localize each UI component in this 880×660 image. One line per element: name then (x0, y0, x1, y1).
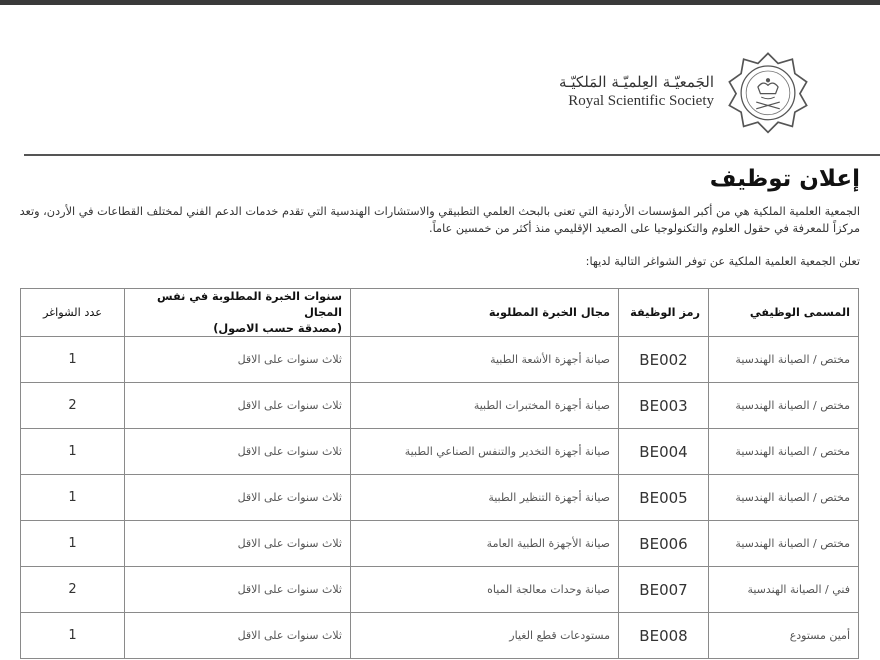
cell-experience-field: صيانة أجهزة التنظير الطبية (351, 475, 619, 521)
cell-experience-years: ثلاث سنوات على الاقل (125, 521, 351, 567)
cell-experience-years: ثلاث سنوات على الاقل (125, 475, 351, 521)
cell-experience-years: ثلاث سنوات على الاقل (125, 383, 351, 429)
cell-experience-years: ثلاث سنوات على الاقل (125, 337, 351, 383)
cell-job-title: فني / الصيانة الهندسية (709, 567, 859, 613)
vacancies-lead: تعلن الجمعية العلمية الملكية عن توفر الشواغر التالية لديها: (585, 255, 860, 268)
cell-job-title: مختص / الصيانة الهندسية (709, 521, 859, 567)
cell-vacancy-count: 2 (21, 567, 125, 613)
table-row (21, 337, 859, 383)
cell-experience-field: صيانة الأجهزة الطبية العامة (351, 521, 619, 567)
cell-experience-field: مستودعات قطع الغيار (351, 613, 619, 659)
org-name-english: Royal Scientific Society (568, 93, 714, 109)
table-header-row (21, 289, 859, 337)
table-row (21, 429, 859, 475)
table-row (21, 613, 859, 659)
cell-experience-years: ثلاث سنوات على الاقل (125, 429, 351, 475)
cell-experience-field: صيانة أجهزة الأشعة الطبية (351, 337, 619, 383)
cell-experience-field: صيانة أجهزة المختبرات الطبية (351, 383, 619, 429)
header-experience-years (125, 289, 351, 337)
page-title: إعلان توظيف (709, 166, 860, 192)
cell-experience-field: صيانة وحدات معالجة المياه (351, 567, 619, 613)
cell-job-code: BE002 (619, 337, 709, 383)
page-header (559, 50, 810, 134)
cell-job-code: BE006 (619, 521, 709, 567)
table-row (21, 521, 859, 567)
header-experience-field: مجال الخبرة المطلوبة (351, 289, 619, 337)
table-row (21, 383, 859, 429)
cell-job-title: مختص / الصيانة الهندسية (709, 475, 859, 521)
cell-vacancy-count: 1 (21, 429, 125, 475)
cell-vacancy-count: 1 (21, 521, 125, 567)
cell-experience-field: صيانة أجهزة التخدير والتنفس الصناعي الطبية (351, 429, 619, 475)
header-years-label: سنوات الخبرة المطلوبة في نفس المجال (157, 290, 342, 319)
intro-paragraph: الجمعية العلمية الملكية هي من أكبر المؤسسات الأردنية التي تعنى بالبحث العلمي التطبيقي والاستشارات الهندسية التي تقدم خدمات الدعم الفني لمختلف القطاعات في الأردن، وتعد مركزاً للمعرفة في حقول العلوم والتكنولوجيا على الصعيد الإقليمي منذ أكثر من خمسين عاماً. (19, 205, 860, 235)
cell-vacancy-count: 1 (21, 613, 125, 659)
table-row (21, 475, 859, 521)
cell-job-code: BE003 (619, 383, 709, 429)
header-divider (24, 154, 880, 156)
cell-vacancy-count: 1 (21, 337, 125, 383)
cell-experience-years: ثلاث سنوات على الاقل (125, 567, 351, 613)
cell-job-code: BE008 (619, 613, 709, 659)
cell-job-title: مختص / الصيانة الهندسية (709, 429, 859, 475)
org-name-arabic: الجَمعيّـة العِلميّـة المَلكيّـة (558, 73, 714, 92)
cell-job-title: أمين مستودع (709, 613, 859, 659)
cell-job-code: BE007 (619, 567, 709, 613)
cell-job-title: مختص / الصيانة الهندسية (709, 383, 859, 429)
header-years-note: (مصدقة حسب الاصول) (213, 321, 342, 335)
header-vacancy-count: عدد الشواغر (21, 289, 125, 337)
header-job-code: رمز الوظيفة (619, 289, 709, 337)
cell-job-title: مختص / الصيانة الهندسية (709, 337, 859, 383)
top-border (0, 0, 880, 5)
table-row (21, 567, 859, 613)
royal-seal-logo (726, 50, 810, 134)
cell-job-code: BE005 (619, 475, 709, 521)
cell-job-code: BE004 (619, 429, 709, 475)
cell-vacancy-count: 1 (21, 475, 125, 521)
cell-vacancy-count: 2 (21, 383, 125, 429)
cell-experience-years: ثلاث سنوات على الاقل (125, 613, 351, 659)
vacancies-table (20, 288, 859, 659)
header-job-title: المسمى الوظيفي (709, 289, 859, 337)
